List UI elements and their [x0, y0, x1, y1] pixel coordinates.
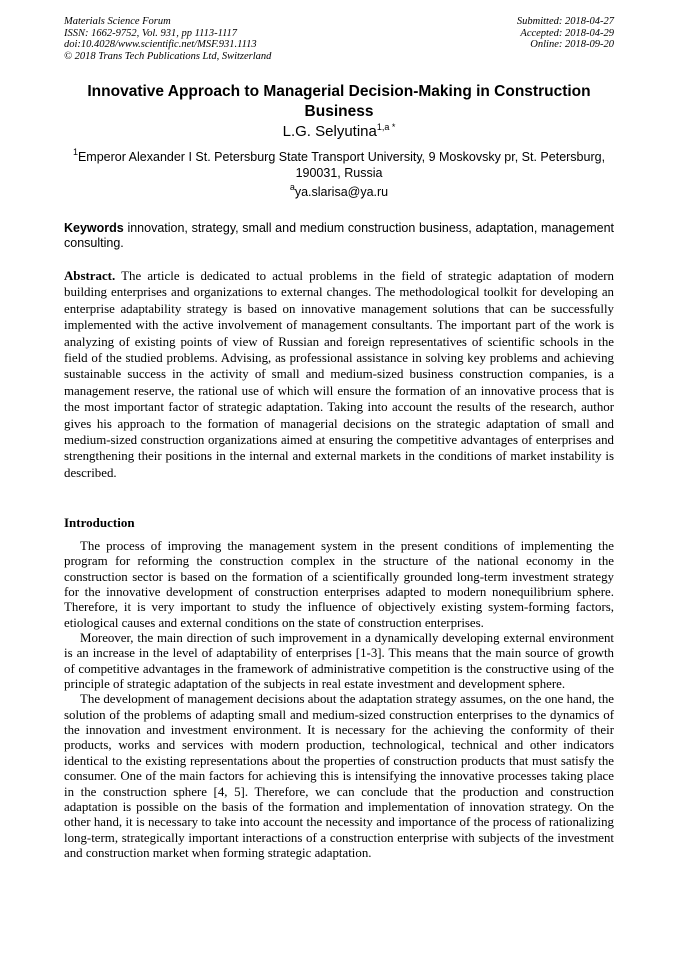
journal-header	[64, 16, 271, 62]
journal-issn: ISSN: 1662-9752, Vol. 931, pp 1113-1117	[64, 27, 238, 39]
intro-paragraph: The development of management decisions about the adaptation strategy assumes, on the one hand, the solution of the problems of adapting small and medium-sized construction enterprises to the dynamics of the innovation and investment environment. It is necessary for the achieving the conformity of their products, works and services with modern production, technological, technical and other indicators identical to the existing representations about the properties of construction products that must satisfy the consumer. One of the main factors for achieving this is intensifying the innovative processes taking place in the construction sphere [4, 5]. Therefore, we can conclude that the production and construction adaptation is possible on the basis of the formation and implementation of innovation strategy. On the other hand, it is necessary to take into account the necessity and importance of the process of rationalizing long-term, strategically important interactions of a construction enterprise with subjects of the investment and construction market when forming strategic adaptation.	[64, 692, 614, 860]
accepted-date: Accepted: 2018-04-29	[520, 27, 614, 39]
author-name: L.G. Selyutina	[282, 123, 377, 140]
author-superscript: 1,a *	[376, 122, 396, 132]
abstract-label: Abstract.	[64, 269, 116, 283]
affiliation-text: Emperor Alexander I St. Petersburg State Transport University, 9 Moskovsky pr, St. Petersburg, 190031, Russia	[77, 150, 606, 180]
author-email: ya.slarisa@ya.ru	[294, 185, 389, 199]
publication-dates	[517, 16, 614, 51]
journal-doi: doi:10.4028/www.scientific.net/MSF.931.1113	[64, 39, 257, 51]
intro-paragraph: Moreover, the main direction of such improvement in a dynamically developing external environment is an increase in the level of adaptability of enterprises [1-3]. This means that the main source of growth of competitive advantages in the framework of administrative competition is the constructive using of the principle of strategic adaptation of the subjects in real estate investment and development sphere.	[64, 631, 614, 692]
keywords-block	[64, 221, 614, 251]
journal-copyright: © 2018 Trans Tech Publications Ltd, Switzerland	[64, 50, 272, 62]
online-date: Online: 2018-09-20	[530, 39, 614, 51]
paper-title: Innovative Approach to Managerial Decision-Making in Construction Business	[87, 83, 591, 120]
introduction-heading: Introduction	[64, 515, 135, 530]
author-line	[64, 123, 614, 141]
author-email-line	[64, 182, 614, 200]
abstract-text: The article is dedicated to actual problems in the field of strategic adaptation of modern building enterprises and organizations to external changes. The methodological toolkit for developing an enterprise adaptability strategy is based on innovative management solutions that can be successfully implemented with the active involvement of management consultants. The important part of the work is analyzing of existing points of view of Russian and foreign representatives of scientific schools in the field of the studied problems. Advising, as professional assistance in solving key problems and achieving sustainable success in the activity of small and medium-sized business construction companies, is a management reserve, the rational use of which will ensure the formation of an innovative process that is the most important factor of strategic adaptation. Taking into account the results of the research, author gives his approach to the formation of managerial decisions on the strategic adaptation of small and medium-sized construction organizations aimed at ensuring the competitive advantages of enterprises and strengthening their positions in the internal and external markets in the conditions of market instability is described.	[64, 269, 614, 480]
intro-paragraph: The process of improving the management system in the present conditions of implementing the program for reforming the construction complex in the structure of the national economy in the construction sector is based on the formation of a scientifically grounded long-term investment strategy for the innovative development of construction enterprises adapted to modern nonequilibrium sphere. Therefore, it is very important to study the influence of objectively existing system-forming factors, etiological causes and external conditions on the state of construction enterprises.	[64, 539, 614, 630]
email-superscript: a	[289, 182, 295, 192]
journal-name: Materials Science Forum	[64, 16, 171, 27]
affiliation-superscript: 1	[72, 147, 78, 157]
keywords-label: Keywords	[64, 221, 124, 235]
affiliation	[64, 147, 614, 181]
submitted-date: Submitted: 2018-04-27	[516, 16, 614, 27]
abstract-block	[64, 268, 614, 481]
introduction-body	[64, 539, 614, 861]
keywords-text: innovation, strategy, small and medium construction business, adaptation, management consulting.	[64, 221, 614, 251]
